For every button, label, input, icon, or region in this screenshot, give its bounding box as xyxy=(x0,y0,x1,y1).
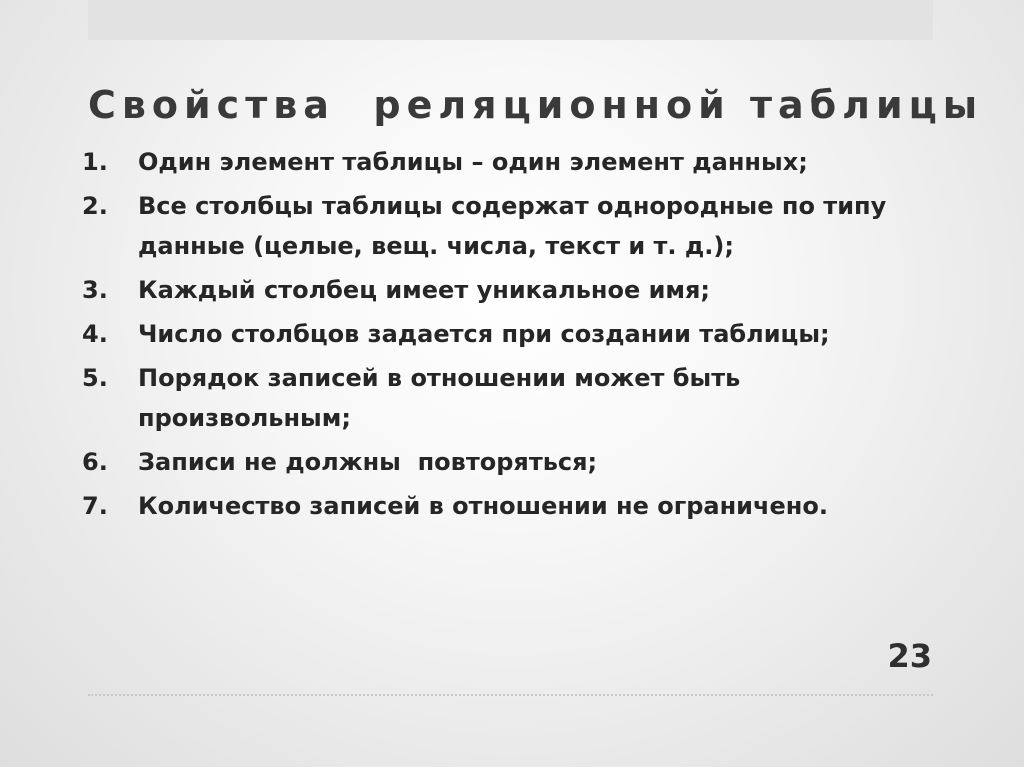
list-item-number: 6. xyxy=(82,448,108,476)
list-item-number: 7. xyxy=(82,492,108,520)
list-item-number: 2. xyxy=(82,192,108,220)
list-item-text: Один элемент таблицы – один элемент данных; xyxy=(138,148,808,176)
list-item-text: Каждый столбец имеет уникальное имя; xyxy=(138,276,711,304)
list-item-text: Число столбцов задается при создании таблицы; xyxy=(138,320,830,348)
list-item-text: Количество записей в отношении не ограничено. xyxy=(138,492,828,520)
list-item-number: 4. xyxy=(82,320,108,348)
list-item xyxy=(82,186,942,266)
list-item xyxy=(82,270,942,310)
list-item-number: 1. xyxy=(82,148,108,176)
list-item xyxy=(82,142,942,182)
list-item xyxy=(82,442,942,482)
list-item xyxy=(82,314,942,354)
list-item-text: Все столбцы таблицы содержат однородные по типу данные (целые, вещ. числа, текст и т. д.); xyxy=(138,192,887,260)
slide-title: Свойства реляционной таблицы xyxy=(88,83,984,128)
list-item-text: Записи не должны повторяться; xyxy=(138,448,598,476)
list-item xyxy=(82,358,942,438)
list-item-number: 5. xyxy=(82,364,108,392)
list-item-text: Порядок записей в отношении может быть произвольным; xyxy=(138,364,741,432)
bottom-divider xyxy=(88,694,933,696)
top-band xyxy=(88,0,933,40)
page-number: 23 xyxy=(887,637,932,675)
properties-list xyxy=(82,142,942,530)
list-item xyxy=(82,486,942,526)
list-item-number: 3. xyxy=(82,276,108,304)
